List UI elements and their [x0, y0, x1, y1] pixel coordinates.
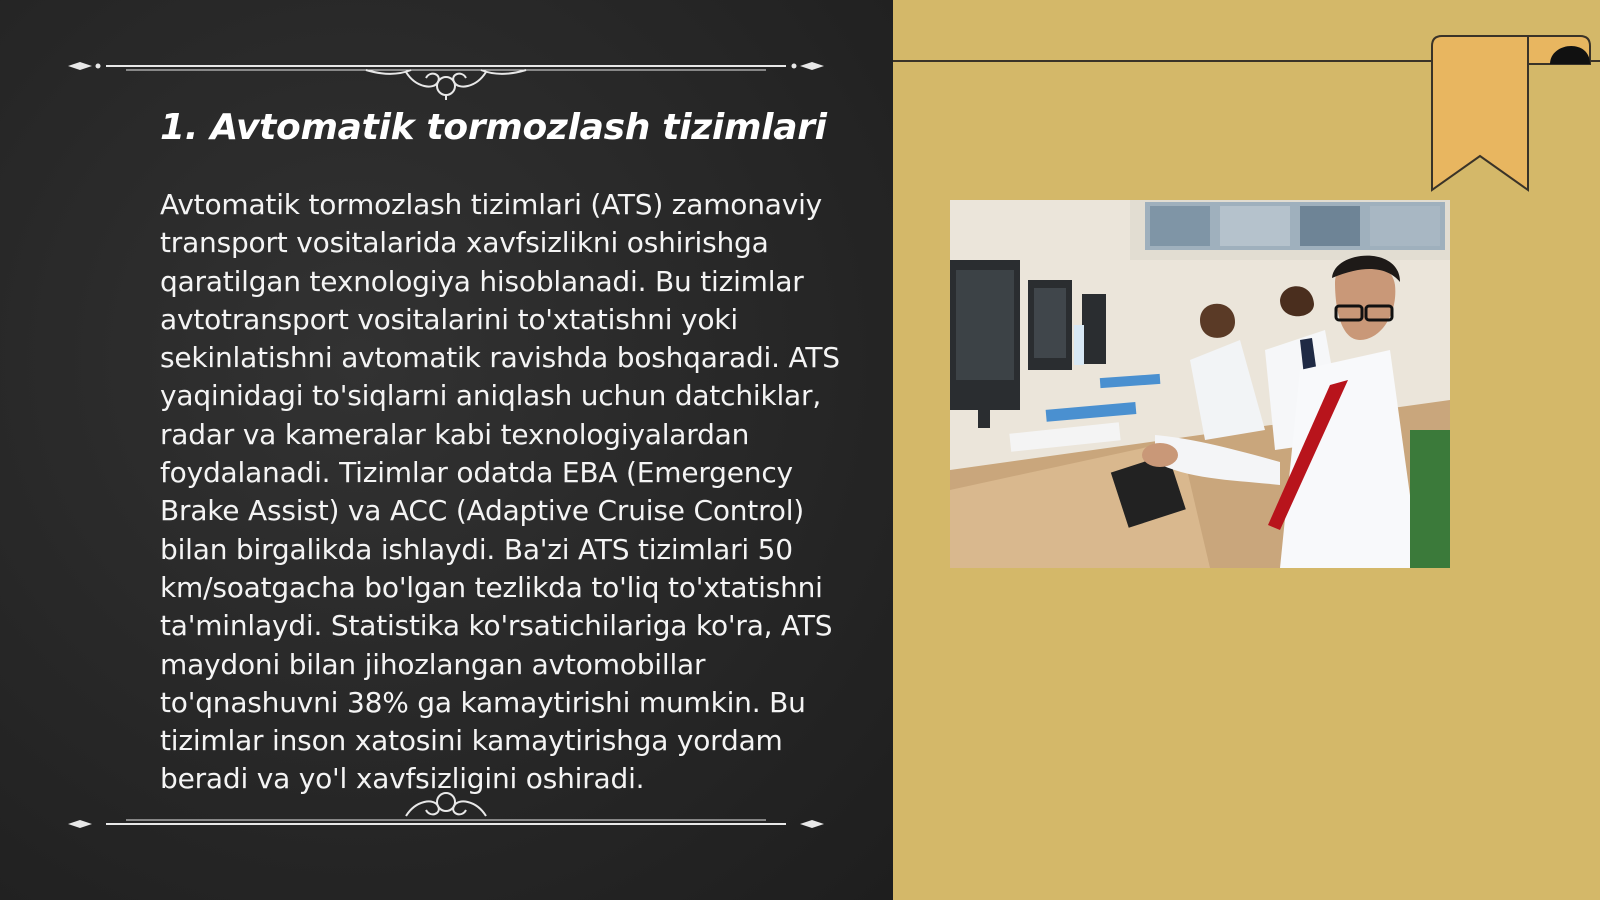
slide-title: 1. Avtomatik tormozlash tizimlari — [160, 107, 827, 148]
ribbon-bookmark-icon — [1430, 34, 1600, 204]
slide-body-text: Avtomatik tormozlash tizimlari (ATS) zamonaviy transport vositalarida xavfsizlikni oshirishga qaratilgan texnologiya hisoblanadi. Bu tizimlar avtotransport vositalarini to'xtatishni yoki sekinlatishni avtomatik ravishda boshqaradi. ATS yaqinidagi to'siqlarni aniqlash uchun datchiklar, radar va kameralar kabi texnologiyalardan foydalanadi. Tizimlar odatda EBA (Emergency Brake Assist) va ACC (Adaptive Cruise Control) bilan birgalikda ishlaydi. Ba'zi ATS tizimlari 50 km/soatgacha bo'lgan tezlikda to'liq to'xtatishni ta'minlaydi. Statistika ko'rsatichilariga ko'ra, ATS maydoni bilan jihozlangan avtomobillar to'qnashuvni 38% ga kamaytirishi mumkin. Bu tizimlar inson xatosini kamaytirishga yordam beradi va yo'l xavfsizligini oshiradi. — [160, 188, 840, 796]
classroom-photo — [950, 200, 1450, 568]
top-ornament-divider — [66, 40, 826, 100]
